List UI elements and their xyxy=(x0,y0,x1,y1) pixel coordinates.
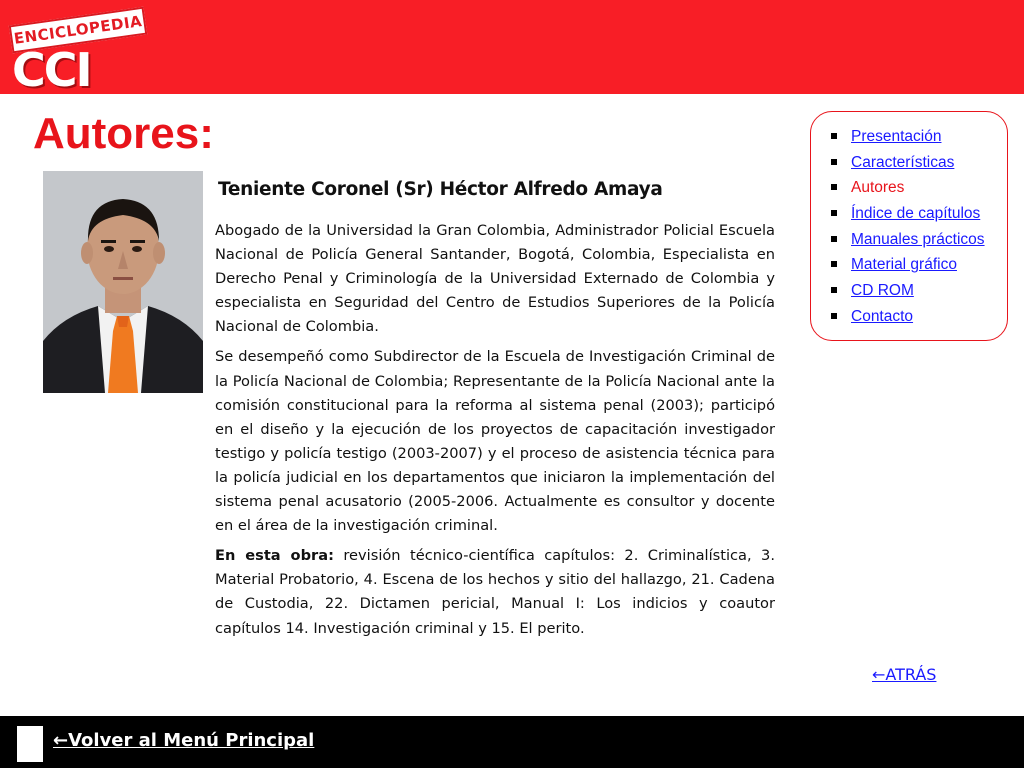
nav-link-autores[interactable]: Autores xyxy=(851,179,905,197)
nav-link-cd-rom[interactable]: CD ROM xyxy=(851,282,914,300)
nav-item-presentacion xyxy=(829,128,985,154)
nav-item-manuales xyxy=(829,231,985,257)
work-label: En esta obra: xyxy=(215,547,334,565)
nav-item-indice xyxy=(829,205,985,231)
author-bio xyxy=(215,219,775,647)
square-bullet-icon xyxy=(831,184,837,190)
back-link[interactable]: ←ATRÁS xyxy=(872,665,937,684)
square-bullet-icon xyxy=(831,287,837,293)
author-photo xyxy=(43,171,203,393)
section-nav-list xyxy=(829,128,985,334)
square-bullet-icon xyxy=(831,313,837,319)
bio-paragraph-1: Abogado de la Universidad la Gran Colombia, Administrador Policial Escuela Nacional de Policía General Santander, Bogotá, Colombia, Especialista en Derecho Penal y Criminología de la Universidad Externado de Colombia y especialista en Seguridad del Centro de Estudios Superiores de la Policía Nacional de Colombia. xyxy=(215,222,775,336)
nav-item-material xyxy=(829,256,985,282)
bio-paragraph-3 xyxy=(215,544,775,640)
nav-link-material-grafico[interactable]: Material gráfico xyxy=(851,256,957,274)
nav-link-caracteristicas[interactable]: Características xyxy=(851,153,955,171)
logo-top-text: ENCICLOPEDIA xyxy=(12,12,144,48)
footer-bar xyxy=(0,716,1024,768)
nav-link-indice-capitulos[interactable]: Índice de capítulos xyxy=(851,205,981,223)
main-menu-link[interactable]: ←Volver al Menú Principal xyxy=(53,730,315,751)
square-bullet-icon xyxy=(831,210,837,216)
page-title: Autores: xyxy=(33,109,214,158)
author-name: Teniente Coronel (Sr) Héctor Alfredo Amaya xyxy=(218,179,663,200)
nav-link-manuales-practicos[interactable]: Manuales prácticos xyxy=(851,230,985,248)
section-nav xyxy=(810,111,1008,341)
nav-item-cdrom xyxy=(829,282,985,308)
nav-item-contacto xyxy=(829,308,985,334)
header-banner xyxy=(0,0,1024,97)
work-text: revisión técnico-científica capítulos: 2. Criminalística, 3. Material Probatorio, 4. Escena de los hechos y sitio del hallazgo, 21. Cadena de Custodia, 22. Dictamen pericial, Manual I: Los indicios y coautor capítulos 14. Investigación criminal y 15. El perito. xyxy=(215,547,775,637)
nav-link-contacto[interactable]: Contacto xyxy=(851,307,914,325)
nav-link-presentacion[interactable]: Presentación xyxy=(851,128,942,145)
bio-paragraph-2: Se desempeñó como Subdirector de la Escuela de Investigación Criminal de la Policía Nacional de Colombia; Representante de la Policía Nacional ante la comisión constitucional para la reforma al sistema penal (2003); participó en el diseño y la ejecución de los proyectos de capacitación investigador testigo y policía testigo (2003-2007) y el proceso de asistencia técnica para la policía judicial en los departamentos que iniciaron la implementación del sistema penal acusatorio (2005-2006. Actualmente es consultor y docente en el área de la investigación criminal. xyxy=(215,348,775,535)
square-bullet-icon xyxy=(831,261,837,267)
nav-item-autores xyxy=(829,179,985,205)
logo-bottom-text: CCI xyxy=(12,43,91,97)
square-bullet-icon xyxy=(831,159,837,165)
nav-item-caracteristicas xyxy=(829,154,985,180)
square-bullet-icon xyxy=(831,133,837,139)
footer-square-icon xyxy=(17,726,43,762)
square-bullet-icon xyxy=(831,236,837,242)
enciclopedia-cci-logo[interactable] xyxy=(6,8,146,97)
